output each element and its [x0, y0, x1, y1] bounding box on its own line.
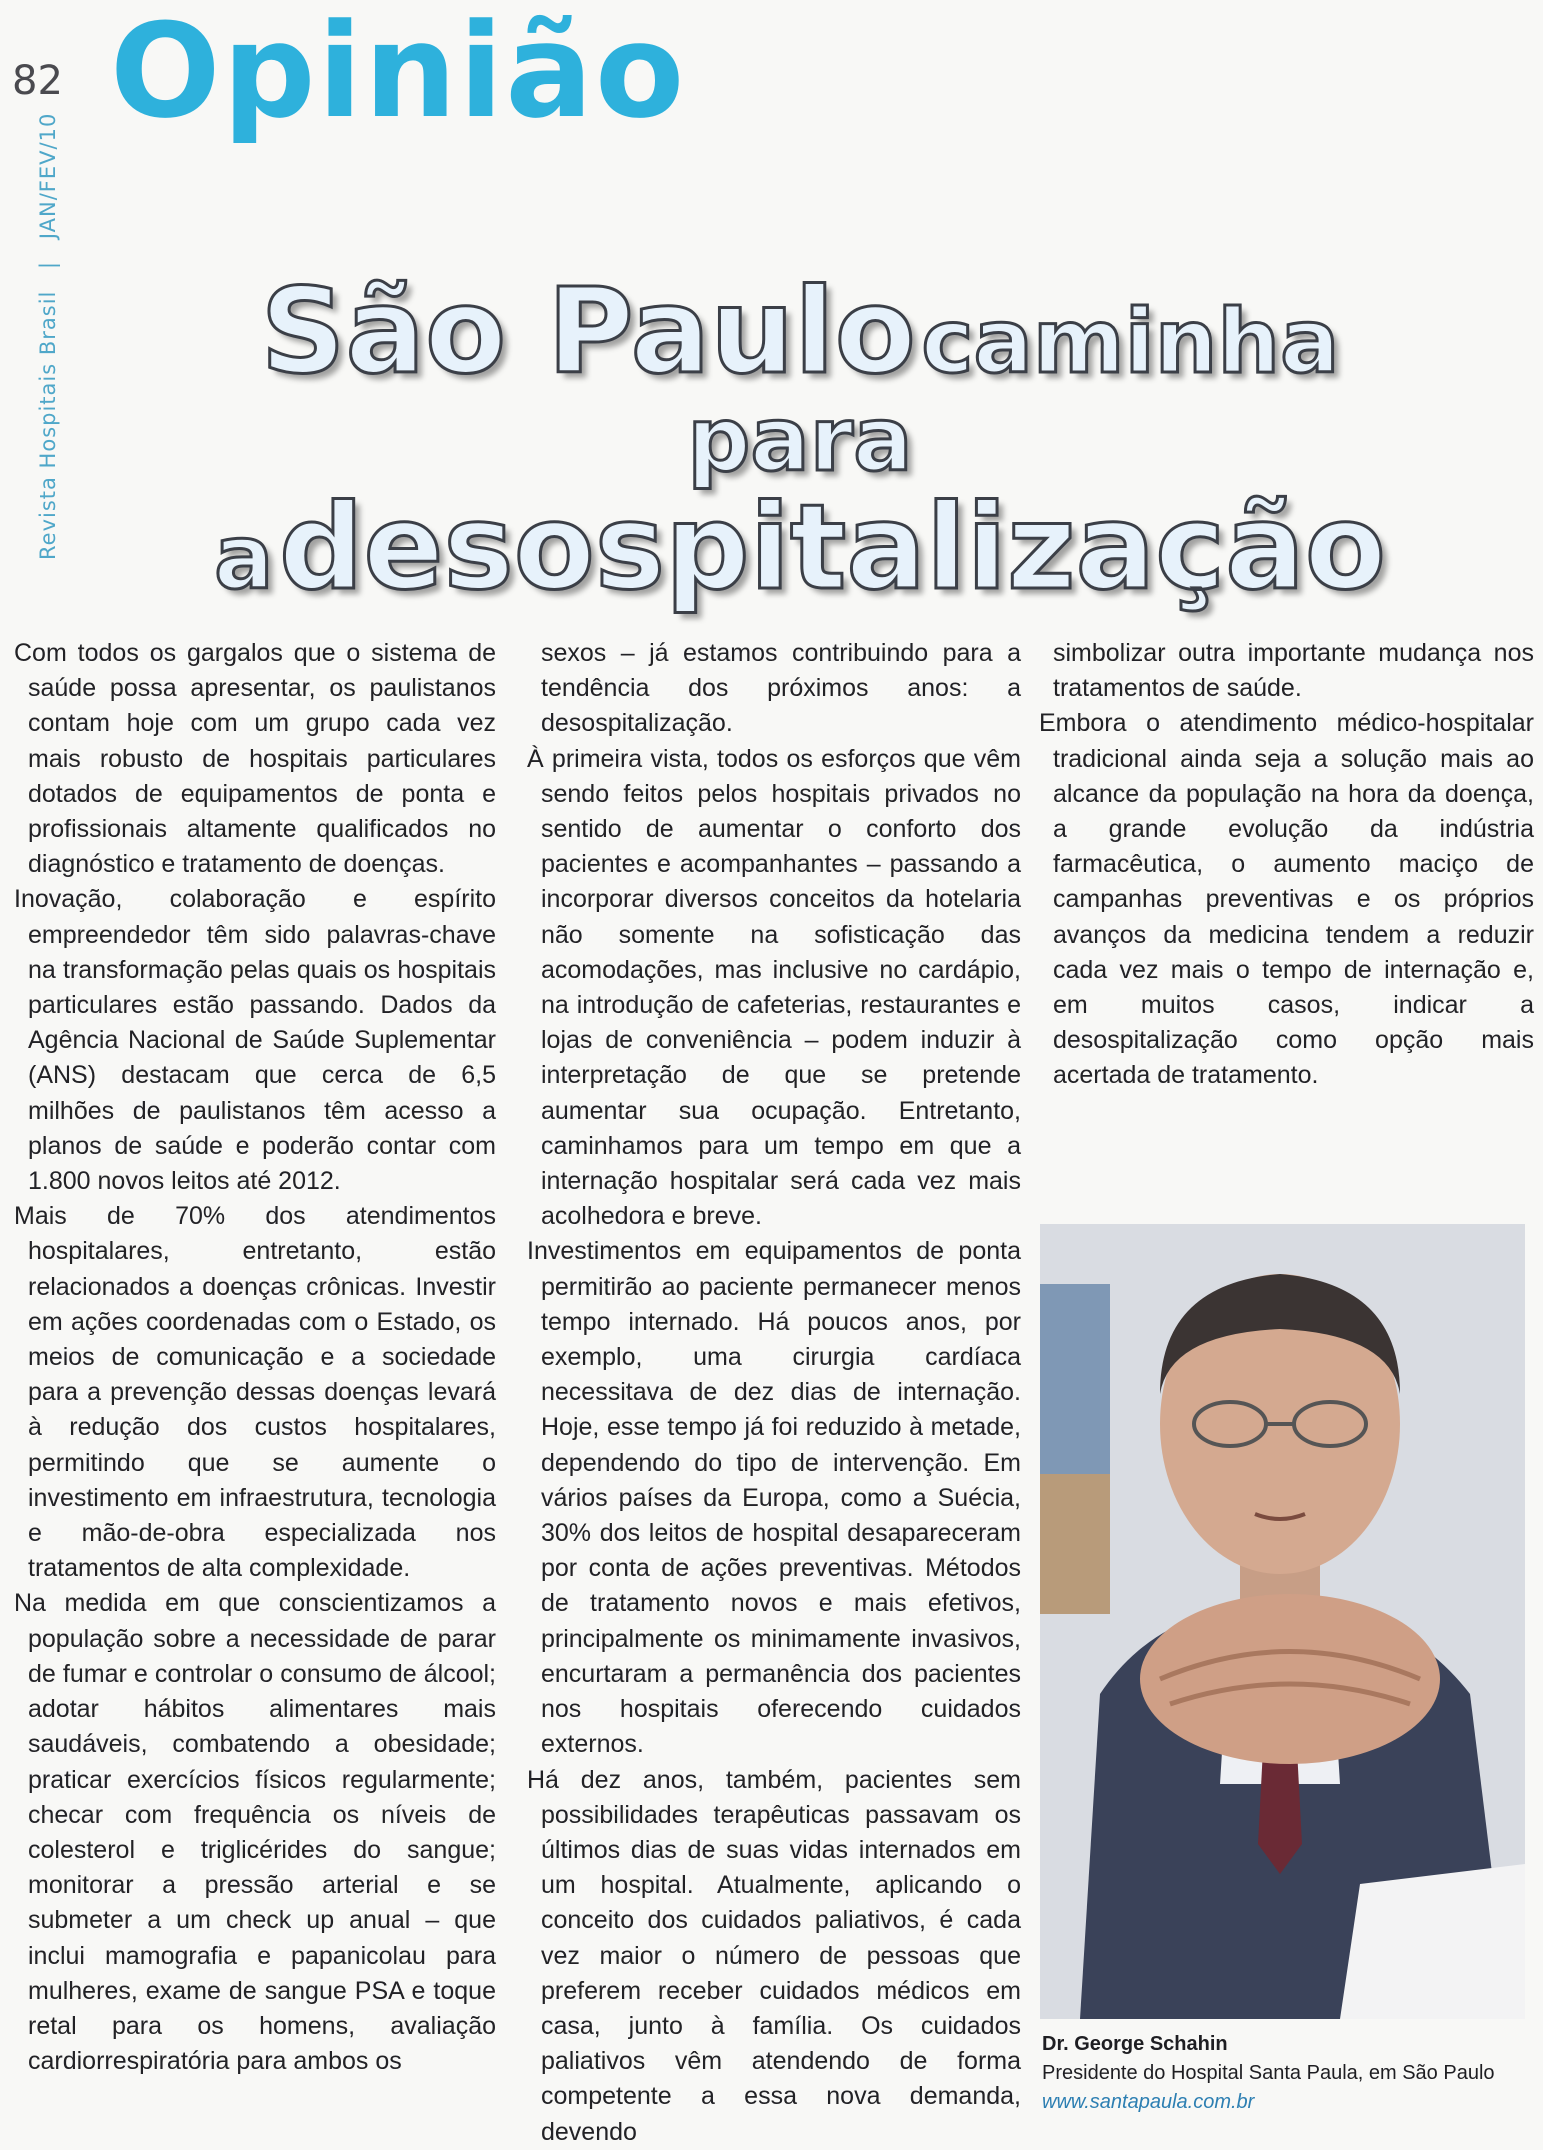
article-column-3 [1039, 636, 1534, 1094]
paragraph: Há dez anos, também, pacientes sem possibilidades terapêuticas passavam os últimos dias de suas vidas internados em um hospital. Atualmente, aplicando o conceito dos cuidados paliativos, é cada vez maior o número de pessoas que preferem receber cuidados médicos em casa, junto à família. Os cuidados paliativos vêm atendendo de forma competente a essa nova demanda, devendo [527, 1765, 1021, 2146]
issue-date: JAN/FEV/10 [36, 112, 60, 240]
section-title: Opinião [110, 0, 687, 147]
separator: | [36, 260, 60, 269]
paragraph: À primeira vista, todos os esforços que vêm sendo feitos pelos hospitais privados no sentido de aumentar o conforto dos pacientes e acompanhantes – passando a incorporar diversos conceitos da hotelaria não somente na sofisticação das acomodações, mas inclusive no cardápio, na introdução de cafeterias, restaurantes e lojas de conveniência – podem induzir à interpretação de que se pretende aumentar sua ocupação. Entretanto, caminhamos para um tempo em que a internação hospitalar será cada vez mais acolhedora e breve. [527, 744, 1021, 1231]
paragraph: Na medida em que conscientizamos a população sobre a necessidade de parar de fumar e controlar o consumo de álcool; adotar hábitos alimentares mais saudáveis, combatendo a obesidade; praticar exercícios físicos regularmente; checar com frequência os níveis de colesterol e triglicérides do sangue; monitorar a pressão arterial e se submeter a um check up anual – que inclui mamografia e papanicolau para mulheres, exame de sangue PSA e toque retal para os homens, avaliação cardiorrespiratória para ambos os [14, 1589, 496, 2076]
paragraph: Com todos os gargalos que o sistema de saúde possa apresentar, os paulistanos contam hoje com um grupo cada vez mais robusto de hospitais particulares dotados de equipamentos de ponta e profissionais altamente qualificados no diagnóstico e tratamento de doenças. [14, 639, 496, 879]
magazine-name: Revista Hospitais Brasil [36, 290, 60, 560]
caption-url-link[interactable]: www.santapaula.com.br [1042, 2091, 1255, 2113]
paragraph: Investimentos em equipamentos de ponta permitirão ao paciente permanecer menos tempo internado. Há poucos anos, por exemplo, uma cirurgia cardíaca necessitava de dez dias de internação. Hoje, esse tempo já foi reduzido à metade, dependendo do tipo de intervenção. Em vários países da Europa, como a Suécia, 30% dos leitos de hospital desapareceram por conta de ações preventivas. Métodos de tratamento novos e mais efetivos, principalmente os minimamente invasivos, encurtaram a permanência dos pacientes nos hospitais oferecendo cuidados externos. [527, 1237, 1021, 1759]
magazine-issue-vertical [36, 113, 60, 560]
headline-part3: a [214, 506, 274, 610]
paragraph: Mais de 70% dos atendimentos hospitalares, entretanto, estão relacionados a doenças crônicas. Investir em ações coordenadas com o Estado, os meios de comunicação e a sociedade para a prevenção dessas doenças levará à redução dos custos hospitalares, permitindo que se aumente o investimento em infraestrutura, tecnologia e mão-de-obra especializada nos tratamentos de alta complexidade. [14, 1202, 496, 1583]
portrait-illustration [1040, 1224, 1525, 2019]
headline-part2: caminha para [687, 290, 1340, 491]
paragraph: Embora o atendimento médico-hospitalar tradicional ainda seja a solução mais ao alcance da população na hora da doença, a grande evolução da indústria farmacêutica, o aumento maciço de campanhas preventivas e os próprios avanços da medicina tendem a reduzir cada vez mais o tempo de internação e, em muitos casos, indicar a desospitalização como opção mais acertada de tratamento. [1039, 709, 1534, 1090]
paragraph: simbolizar outra importante mudança nos tratamentos de saúde. [1053, 639, 1534, 703]
headline-part4: desospitalização [279, 478, 1386, 617]
caption-role: Presidente do Hospital Santa Paula, em São Paulo [1042, 2062, 1495, 2084]
caption-name: Dr. George Schahin [1042, 2033, 1228, 2055]
article-column-2 [527, 636, 1021, 2150]
paragraph: Inovação, colaboração e espírito empreendedor têm sido palavras-chave na transformação pelas quais os hospitais particulares estão passando. Dados da Agência Nacional de Saúde Suplementar (ANS) destacam que cerca de 6,5 milhões de paulistanos têm acesso a planos de saúde e poderão contar com 1.800 novos leitos até 2012. [14, 885, 496, 1196]
headline-part1: São Paulo [260, 262, 916, 400]
article-column-1 [14, 636, 496, 2079]
paragraph: sexos – já estamos contribuindo para a tendência dos próximos anos: a desospitalização. [541, 639, 1021, 738]
photo-caption [1042, 2030, 1495, 2117]
headline [140, 262, 1460, 617]
page-number: 82 [12, 58, 63, 104]
portrait-photo [1040, 1224, 1525, 2019]
